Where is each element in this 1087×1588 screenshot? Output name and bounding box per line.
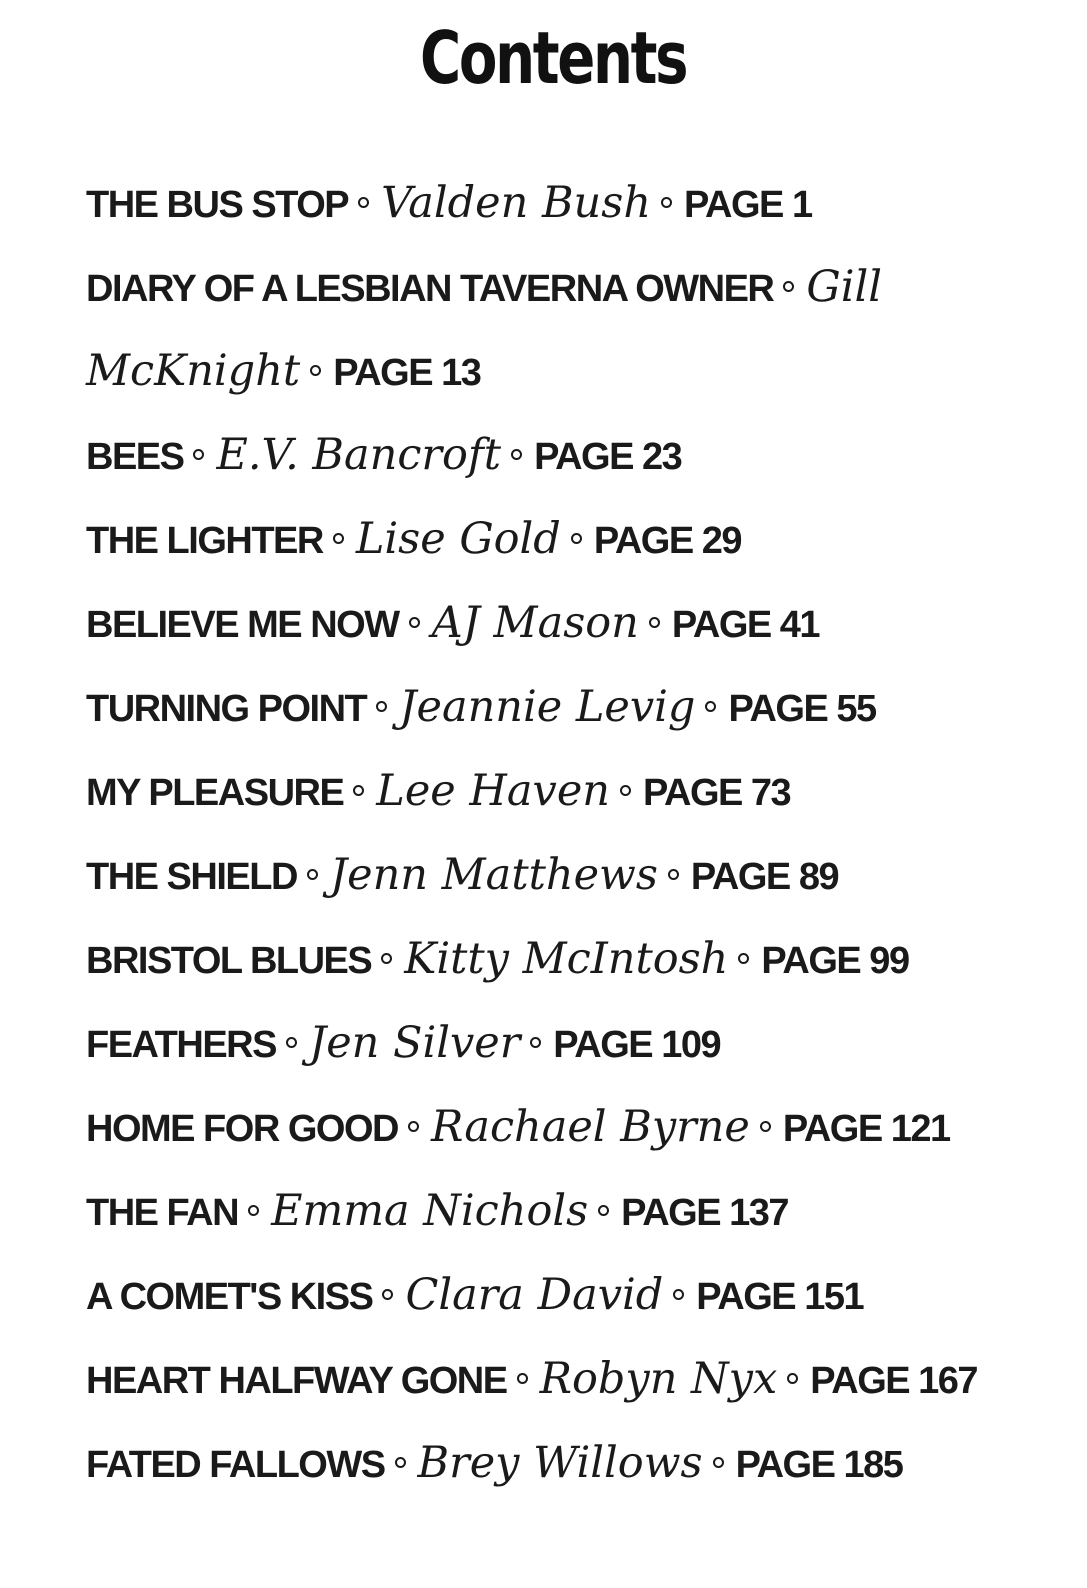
page-number: PAGE 109 <box>553 1024 721 1066</box>
story-author: Clara David <box>405 1270 664 1320</box>
page-number: PAGE 99 <box>761 940 909 982</box>
toc-entry[interactable] <box>86 750 986 834</box>
story-author: Jen Silver <box>308 1018 521 1068</box>
bullet-separator-icon <box>620 785 631 796</box>
toc-entry[interactable] <box>86 582 986 666</box>
bullet-separator-icon <box>409 617 420 628</box>
page-number: PAGE 13 <box>333 352 481 394</box>
bullet-separator-icon <box>286 1037 297 1048</box>
toc-entry[interactable] <box>86 162 986 246</box>
page-number: PAGE 151 <box>696 1276 864 1318</box>
bullet-separator-icon <box>705 701 716 712</box>
story-author: Rachael Byrne <box>430 1102 750 1152</box>
bullet-separator-icon <box>376 701 387 712</box>
page-number: PAGE 185 <box>735 1444 903 1486</box>
bullet-separator-icon <box>310 365 321 376</box>
bullet-separator-icon <box>787 1373 798 1384</box>
bullet-separator-icon <box>382 1289 393 1300</box>
story-author: Jenn Matthews <box>329 850 658 900</box>
story-author: Jeannie Levig <box>399 682 696 732</box>
story-author: Valden Bush <box>381 178 652 228</box>
page-number: PAGE 55 <box>728 688 876 730</box>
toc-entry[interactable] <box>86 1338 986 1422</box>
page-number: PAGE 121 <box>782 1108 950 1150</box>
bullet-separator-icon <box>333 533 344 544</box>
bullet-separator-icon <box>713 1457 724 1468</box>
story-author: Robyn Nyx <box>539 1354 778 1404</box>
story-title: FATED FALLOWS <box>86 1444 385 1486</box>
story-title: BEES <box>86 436 184 478</box>
story-title: THE FAN <box>86 1192 239 1234</box>
story-title: TURNING POINT <box>86 688 367 730</box>
bullet-separator-icon <box>511 449 522 460</box>
page-title: Contents <box>419 16 687 100</box>
story-title: DIARY OF A LESBIAN TAVERNA OWNER <box>86 268 774 310</box>
bullet-separator-icon <box>668 869 679 880</box>
page-number: PAGE 41 <box>671 604 820 646</box>
story-author: Kitty McIntosh <box>404 934 729 984</box>
toc-entry[interactable] <box>86 1422 986 1506</box>
story-title: BRISTOL BLUES <box>86 940 372 982</box>
table-of-contents <box>86 162 986 1506</box>
bullet-separator-icon <box>649 617 660 628</box>
story-author: Gill McKnight <box>86 262 882 396</box>
story-title: FEATHERS <box>86 1024 276 1066</box>
toc-entry[interactable] <box>86 246 986 414</box>
bullet-separator-icon <box>760 1121 771 1132</box>
bullet-separator-icon <box>571 533 582 544</box>
story-author: Emma Nichols <box>271 1186 589 1236</box>
story-title: HOME FOR GOOD <box>86 1108 398 1150</box>
bullet-separator-icon <box>353 785 364 796</box>
bullet-separator-icon <box>307 869 318 880</box>
bullet-separator-icon <box>598 1205 609 1216</box>
bullet-separator-icon <box>358 197 369 208</box>
bullet-separator-icon <box>381 953 392 964</box>
story-title: HEART HALFWAY GONE <box>86 1360 507 1402</box>
bullet-separator-icon <box>517 1373 528 1384</box>
page-number: PAGE 167 <box>810 1360 978 1402</box>
toc-entry[interactable] <box>86 1086 986 1170</box>
toc-entry[interactable] <box>86 498 986 582</box>
page-number: PAGE 137 <box>621 1192 789 1234</box>
story-title: MY PLEASURE <box>86 772 344 814</box>
page-number: PAGE 1 <box>684 184 812 226</box>
toc-entry[interactable] <box>86 666 986 750</box>
bullet-separator-icon <box>738 953 749 964</box>
bullet-separator-icon <box>193 449 204 460</box>
story-author: AJ Mason <box>431 598 639 648</box>
story-author: Lee Haven <box>376 766 610 816</box>
bullet-separator-icon <box>408 1121 419 1132</box>
bullet-separator-icon <box>248 1205 259 1216</box>
bullet-separator-icon <box>530 1037 541 1048</box>
toc-entry[interactable] <box>86 918 986 1002</box>
toc-entry[interactable] <box>86 1170 986 1254</box>
story-author: Lise Gold <box>355 514 561 564</box>
story-title: THE LIGHTER <box>86 520 323 562</box>
toc-entry[interactable] <box>86 1254 986 1338</box>
page-number: PAGE 23 <box>534 436 682 478</box>
story-title: A COMET'S KISS <box>86 1276 373 1318</box>
bullet-separator-icon <box>783 281 794 292</box>
page-number: PAGE 89 <box>690 856 839 898</box>
page-number: PAGE 73 <box>642 772 791 814</box>
page-number: PAGE 29 <box>593 520 742 562</box>
toc-entry[interactable] <box>86 1002 986 1086</box>
story-title: BELIEVE ME NOW <box>86 604 399 646</box>
bullet-separator-icon <box>395 1457 406 1468</box>
toc-entry[interactable] <box>86 834 986 918</box>
bullet-separator-icon <box>673 1289 684 1300</box>
story-title: THE BUS STOP <box>86 184 349 226</box>
story-title: THE SHIELD <box>86 856 297 898</box>
story-author: E.V. Bancroft <box>216 430 502 480</box>
story-author: Brey Willows <box>417 1438 703 1488</box>
bullet-separator-icon <box>661 197 672 208</box>
toc-entry[interactable] <box>86 414 986 498</box>
